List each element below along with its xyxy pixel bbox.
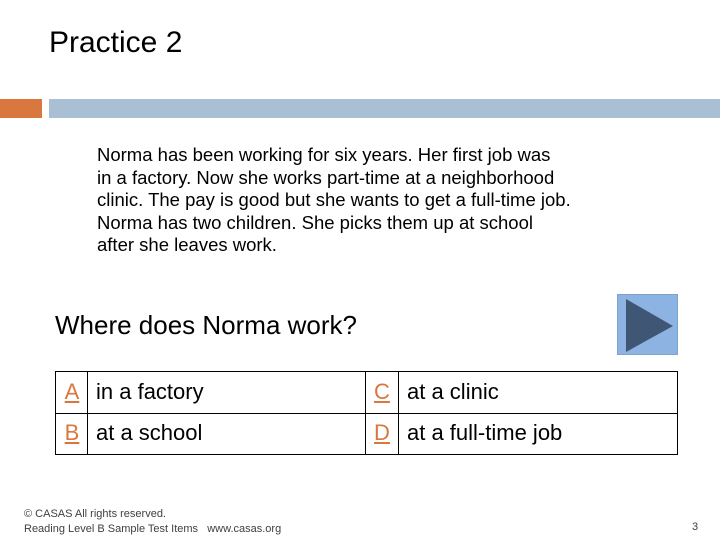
answer-letter-d[interactable]: D [374, 420, 390, 445]
answer-option-b[interactable]: at a school [96, 420, 203, 445]
answer-letter-c[interactable]: C [374, 379, 390, 404]
footer [24, 507, 281, 537]
reading-passage [97, 144, 627, 257]
answer-option-d[interactable]: at a full-time job [407, 420, 563, 445]
answer-letter-a[interactable]: A [64, 379, 80, 404]
accent-bar-orange [0, 99, 42, 118]
answer-letter-b[interactable]: B [64, 420, 80, 445]
answer-row [56, 413, 677, 454]
passage-line: Norma has been working for six years. Her first job was [97, 144, 551, 165]
passage-line: Norma has two children. She picks them up at school [97, 211, 533, 233]
accent-bar-blue [49, 99, 720, 118]
answer-option-c[interactable]: at a clinic [407, 379, 499, 404]
copyright-text: © CASAS All rights reserved. [24, 508, 166, 520]
play-button[interactable] [617, 294, 678, 355]
footer-source: Reading Level B Sample Test Items www.casas.org [24, 523, 282, 535]
slide-title: Practice 2 [49, 26, 183, 59]
answer-table [55, 371, 678, 455]
play-icon [618, 295, 679, 356]
answer-row [56, 372, 677, 414]
answer-option-a[interactable]: in a factory [96, 379, 204, 404]
question-text: Where does Norma work? [55, 310, 357, 340]
passage-line: after she leaves work. [97, 234, 277, 255]
passage-line: in a factory. Now she works part-time at a neighborhood [97, 166, 555, 188]
passage-line: clinic. The pay is good but she wants to get a full-time job. [97, 189, 571, 210]
page-number: 3 [692, 521, 699, 533]
